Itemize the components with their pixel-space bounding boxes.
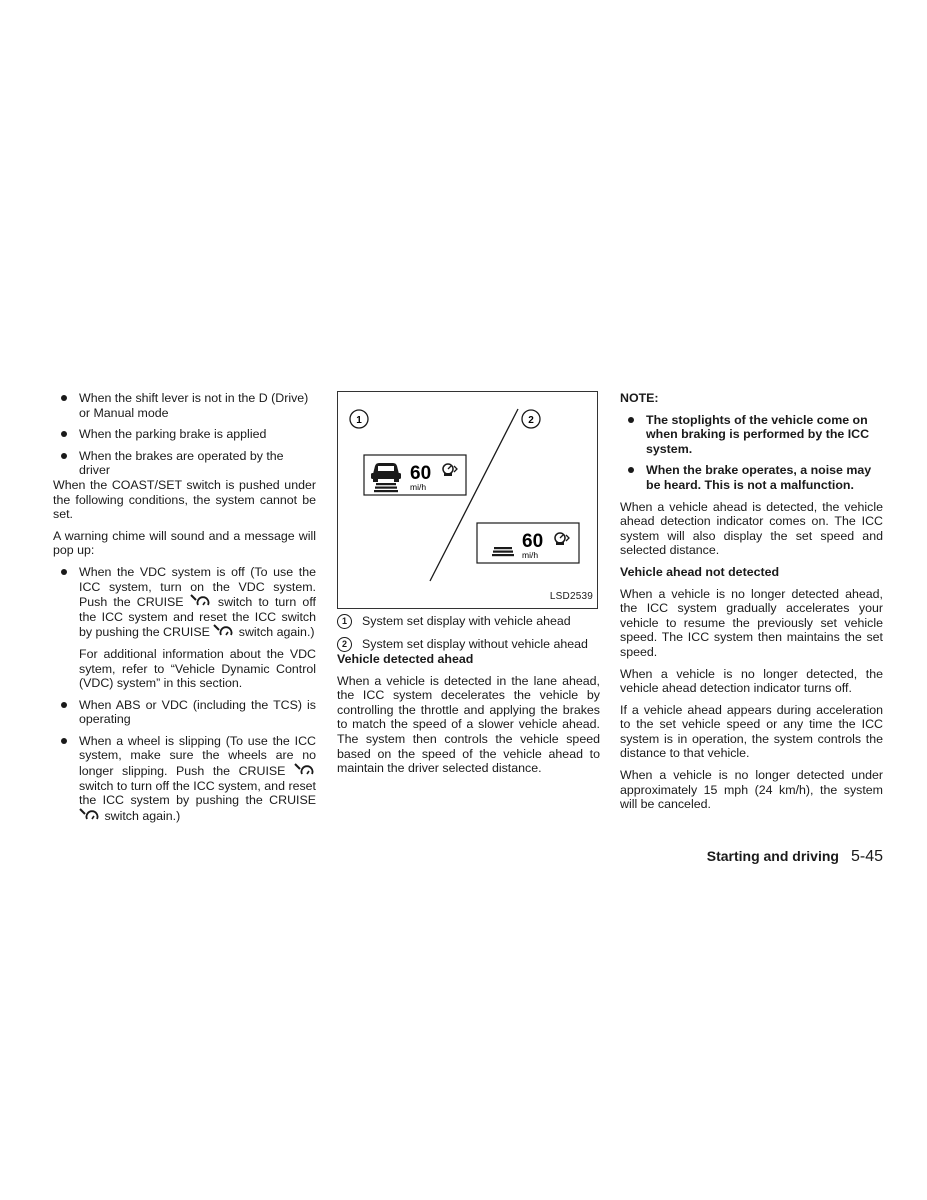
not-detected-heading: Vehicle ahead not detected	[620, 564, 780, 579]
note-bullet-brake-noise: When the brake operates, a noise may be heard. This is not a malfunction.	[620, 463, 883, 492]
left-column	[53, 391, 316, 823]
icc-display-illustration	[338, 392, 599, 610]
bullet-brakes-operated: When the brakes are operated by the driver	[53, 449, 316, 478]
display-1-unit: mi/h	[410, 482, 427, 492]
indicator-off-paragraph: When a vehicle is no longer detected, the vehicle ahead detection indicator turns off.	[620, 666, 883, 696]
bullet-parking-brake: When the parking brake is applied	[53, 427, 316, 442]
cancel-paragraph: When a vehicle is no longer detected under approximately 15 mph (24 km/h), the system will be canceled.	[620, 768, 883, 812]
callout-label-1: 1	[356, 415, 362, 426]
cruise-icon	[190, 594, 212, 609]
right-column	[620, 391, 883, 812]
acceleration-paragraph: If a vehicle ahead appears during acceleration to the set vehicle speed or any time the ICC system is in operation, the system controls the distance to that vehicle.	[620, 702, 883, 761]
display-1-speed: 60	[410, 463, 432, 484]
note-bullet-stoplights: The stoplights of the vehicle come on when braking is performed by the ICC system.	[620, 413, 883, 457]
wheel-text-1: When a wheel is slipping (To use the ICC system, make sure the wheels are no longer slipping. Push the CRUISE	[79, 733, 316, 779]
warning-chime-paragraph: A warning chime will sound and a message will pop up:	[53, 528, 316, 558]
cruise-icon	[294, 763, 316, 778]
vdc-reference-note: For additional information about the VDC sytem, refer to “Vehicle Dynamic Control (VDC) system” in this section.	[79, 646, 316, 691]
icc-display-figure	[337, 391, 598, 609]
vehicle-ahead-icon	[371, 463, 401, 492]
figure-code: LSD2539	[549, 591, 593, 603]
caption-1-text: System set display with vehicle ahead	[362, 614, 571, 628]
detected-indicator-paragraph: When a vehicle ahead is detected, the vehicle ahead detection indicator comes on. The ICC system will also display the set speed and selected distance.	[620, 499, 883, 558]
bullet-wheel-slipping	[53, 734, 316, 824]
coast-set-paragraph: When the COAST/SET switch is pushed under the following conditions, the system cannot be set.	[53, 477, 316, 522]
vdc-text-2: switch to turn off the ICC system and reset the ICC switch by pushing the CRUISE	[79, 595, 316, 640]
vehicle-detected-heading: Vehicle detected ahead	[337, 652, 474, 666]
vdc-text-1: When the VDC system is off (To use the ICC system, turn on the VDC system. Push the CRUISE	[79, 564, 316, 610]
display-2-speed: 60	[522, 531, 544, 552]
caption-2	[337, 637, 600, 652]
page-footer	[707, 848, 883, 866]
bullet-vdc-off	[53, 565, 316, 640]
caption-1	[337, 614, 600, 629]
page-number: 5-45	[850, 848, 883, 865]
no-vehicle-lanes-icon	[492, 547, 514, 556]
vehicle-detected-paragraph: When a vehicle is detected in the lane ahead, the ICC system decelerates the vehicle by controlling the throttle and applying the brakes to match the speed of a slower vehicle ahead. The system then controls the vehicle speed based on the speed of the vehicle ahead to maintain the driver selected distance.	[337, 673, 600, 776]
note-heading: NOTE:	[620, 391, 659, 405]
not-detected-paragraph: When a vehicle is no longer detected ahead, the ICC system gradually accelerates your vehicle to resume the previously set vehicle speed. The ICC system then maintains the set speed.	[620, 586, 883, 659]
wheel-text-2: switch to turn off the ICC system, and reset the ICC system by pushing the CRUISE	[79, 778, 316, 808]
cruise-icon	[213, 624, 235, 639]
caption-2-text: System set display without vehicle ahead	[362, 637, 588, 651]
cruise-icon	[79, 808, 101, 823]
vdc-text-3: switch again.)	[238, 625, 315, 640]
caption-1-number: 1	[337, 614, 352, 629]
callout-label-2: 2	[528, 415, 534, 426]
wheel-text-3: switch again.)	[104, 808, 181, 823]
caption-2-number: 2	[337, 637, 352, 652]
display-2-unit: mi/h	[522, 550, 539, 560]
bullet-abs-vdc: When ABS or VDC (including the TCS) is operating	[53, 698, 316, 727]
bullet-shift-lever: When the shift lever is not in the D (Drive) or Manual mode	[53, 391, 316, 420]
section-title: Starting and driving	[706, 848, 839, 864]
middle-column	[337, 391, 600, 776]
